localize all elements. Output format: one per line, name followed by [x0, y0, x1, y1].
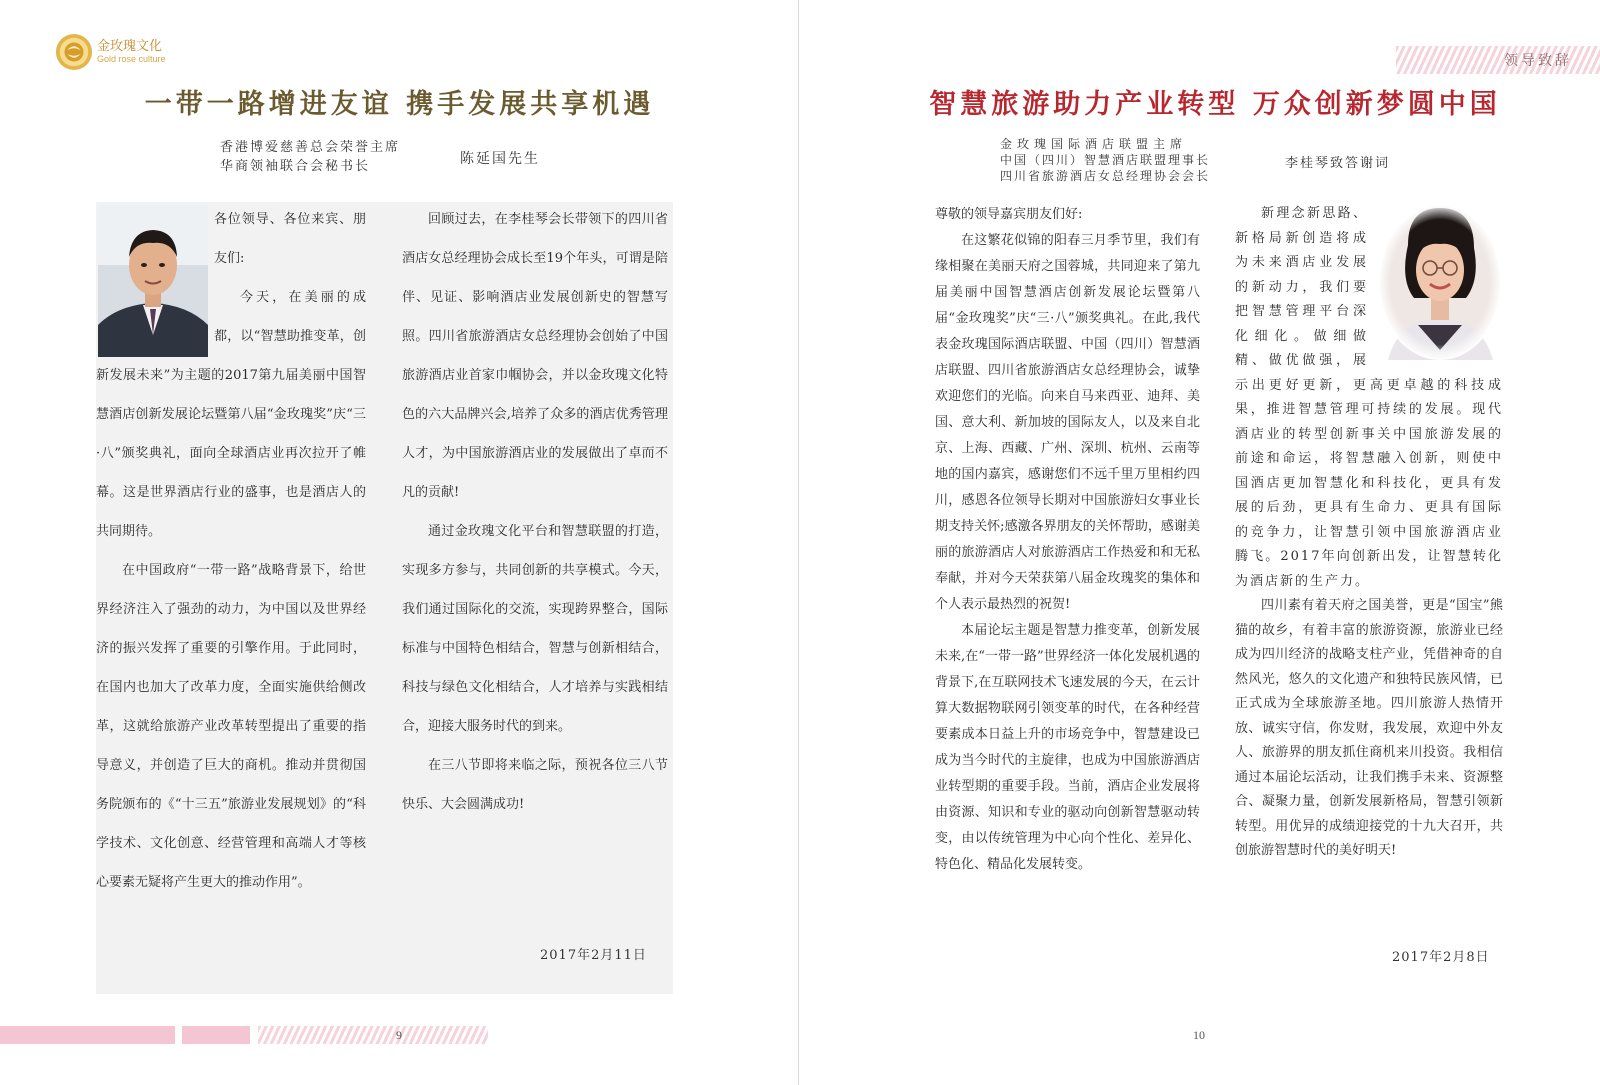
left-page-number: 9: [396, 1028, 402, 1042]
right-page-number: 10: [1193, 1028, 1205, 1042]
left-col2-paragraph-2: 通过金玫瑰文化平台和智慧联盟的打造，实现多方参与，共同创新的共享模式。今天，我们通过国际化的交流，实现跨界整合，国际标准与中国特色相结合，智慧与创新相结合，科技与绿色文化相结合，人才培养与实践相结合，迎接大服务时代的到来。: [402, 524, 668, 734]
right-col2-paragraph-2: 四川素有着天府之国美誉，更是“国宝”熊猫的故乡，有着丰富的旅游资源，旅游业已经成为四川经济的战略支柱产业，凭借神奇的自然风光，悠久的文化遗产和独特民族风情，已正式成为全球旅游圣地。四川旅游人热情开放、诚实守信，你发财，我发展，欢迎中外友人、旅游界的朋友抓住商机来川投资。我相信通过本届论坛活动，让我们携手未来、资源整合、凝聚力量，创新发展新格局，智慧引领新转型。用优异的成绩迎接党的十九大召开，共创旅游智慧时代的美好明天!: [1235, 598, 1503, 858]
right-byline-line1: 金玫瑰国际酒店联盟主席: [1000, 137, 1188, 151]
logo-name-cn: 金玫瑰文化: [97, 39, 163, 54]
right-article-title: 智慧旅游助力产业转型 万众创新梦圆中国: [929, 89, 1501, 120]
right-col1-paragraph-2: 在这繁花似锦的阳春三月季节里，我们有缘相聚在美丽天府之国蓉城，共同迎来了第九届美丽中国智慧酒店创新发展论坛暨第八届“金玫瑰奖”庆“三·八”颁奖典礼。在此,我代表金玫瑰国际酒店联盟、中国（四川）智慧酒店联盟、四川省旅游酒店女总经理协会，诚挚欢迎您们的光临。向来自马来西亚、迪拜、美国、意大利、新加坡的国际友人，以及来自北京、上海、西藏、广州、深圳、杭州、云南等地的国内嘉宾，感谢您们不远千里万里相约四川，感恩各位领导长期对中国旅游妇女事业长期支持关怀;感激各界朋友的关怀帮助，感谢美丽的旅游酒店人对旅游酒店工作热爱和和无私奉献，并对今天荣获第八届金玫瑰奖的集体和个人表示最热烈的祝贺!: [935, 233, 1200, 612]
portrait-li-guiqin: [1378, 200, 1503, 360]
right-date: 2017年2月8日: [1392, 950, 1490, 965]
right-byline-line2: 中国（四川）智慧酒店联盟理事长: [1000, 153, 1211, 167]
right-page: [800, 0, 1600, 1085]
left-page: [0, 0, 799, 1085]
left-col2-paragraph-3: 在三八节即将来临之际，预祝各位三八节快乐、大会圆满成功!: [402, 758, 668, 812]
right-col1-paragraph-1: 尊敬的领导嘉宾朋友们好:: [935, 207, 1083, 222]
footer-bar-left-1: [0, 1026, 175, 1044]
right-col1-paragraph-3: 本届论坛主题是智慧力推变革，创新发展未来,在“一带一路”世界经济一体化发展机遇的背景下,在互联网技术飞速发展的今天，在云计算大数据物联网引领变革的时代，在各种经营要素成本日益上升的市场竞争中，智慧建设已成为当今时代的主旋律，也成为中国旅游酒店业转型期的重要手段。当前，酒店企业发展将由资源、知识和专业的驱动向创新智慧驱动转变，由以传统管理为中心向个性化、差异化、特色化、精品化发展转变。: [935, 623, 1200, 872]
right-column-1: [935, 202, 1200, 878]
gold-rose-seal-icon: [55, 33, 93, 71]
left-column-2: [402, 200, 668, 824]
left-byline-titles: [220, 138, 400, 176]
left-date: 2017年2月11日: [540, 948, 647, 963]
left-column-1: [96, 200, 366, 902]
left-byline-name: 陈延国先生: [460, 151, 540, 167]
left-byline-line1: 香港博爱慈善总会荣誉主席: [220, 140, 401, 155]
logo: [55, 33, 166, 71]
left-col1-paragraph-3: 在中国政府“一带一路”战略背景下，给世界经济注入了强劲的动力，为中国以及世界经济的振兴发挥了重要的引擎作用。于此同时，在国内也加大了改革力度，全面实施供给侧改革，这就给旅游产业改革转型提出了重要的指导意义，并创造了巨大的商机。推动并贯彻国务院颁布的《“十三五”旅游业发展规划》的“科学技术、文化创意、经营管理和高端人才等核心要素无疑将产生更大的推动作用”。: [96, 563, 366, 890]
footer-bar-left-stripes: [258, 1026, 488, 1044]
section-label: 领导致辞: [1504, 53, 1572, 69]
right-byline-line3: 四川省旅游酒店女总经理协会会长: [1000, 169, 1211, 183]
left-col2-paragraph-1: 回顾过去，在李桂琴会长带领下的四川省酒店女总经理协会成长至19个年头，可谓是陪伴、见证、影响酒店业发展创新史的智慧写照。四川省旅游酒店女总经理协会创始了中国旅游酒店业首家巾帼协会，并以金玫瑰文化特色的六大品牌兴会,培养了众多的酒店优秀管理人才，为中国旅游酒店业的发展做出了卓而不凡的贡献!: [402, 212, 668, 500]
logo-name-en: Gold rose culture: [97, 54, 166, 64]
left-byline-line2: 华商领袖联合会秘书长: [220, 159, 371, 174]
right-col2-paragraph-1: 新理念新思路、新格局新创造将成为未来酒店业发展的新动力，我们要把智慧管理平台深化细化。做细做精、做优做强，展示出更好更新，更高更卓越的科技成果，推进智慧管理可持续的发展。现代酒店业的转型创新事关中国旅游发展的前途和命运，将智慧融入创新，则使中国酒店更加智慧化和科技化，更具有发展的后劲，更具有生命力、更具有国际的竞争力，让智慧引领中国旅游酒店业腾飞。2017年向创新出发，让智慧转化为酒店新的生产力。: [1235, 206, 1503, 589]
footer-bar-left-2: [182, 1026, 250, 1044]
left-col1-paragraph-1: 各位领导、各位来宾、朋友们:: [214, 212, 366, 266]
left-col1-paragraph-2: 今天，在美丽的成都，以“智慧助推变革，创新发展未来”为主题的2017第九届美丽中国智慧酒店创新发展论坛暨第八届“金玫瑰奖”庆“三·八”颁奖典礼，面向全球酒店业再次拉开了帷幕。这是世界酒店行业的盛事，也是酒店人的共同期待。: [96, 290, 366, 539]
left-article-title: 一带一路增进友谊 携手发展共享机遇: [144, 89, 655, 120]
right-byline-name: 李桂琴致答谢词: [1285, 156, 1391, 171]
portrait-woman-image: [1378, 200, 1503, 360]
right-byline-titles: [1000, 136, 1210, 184]
